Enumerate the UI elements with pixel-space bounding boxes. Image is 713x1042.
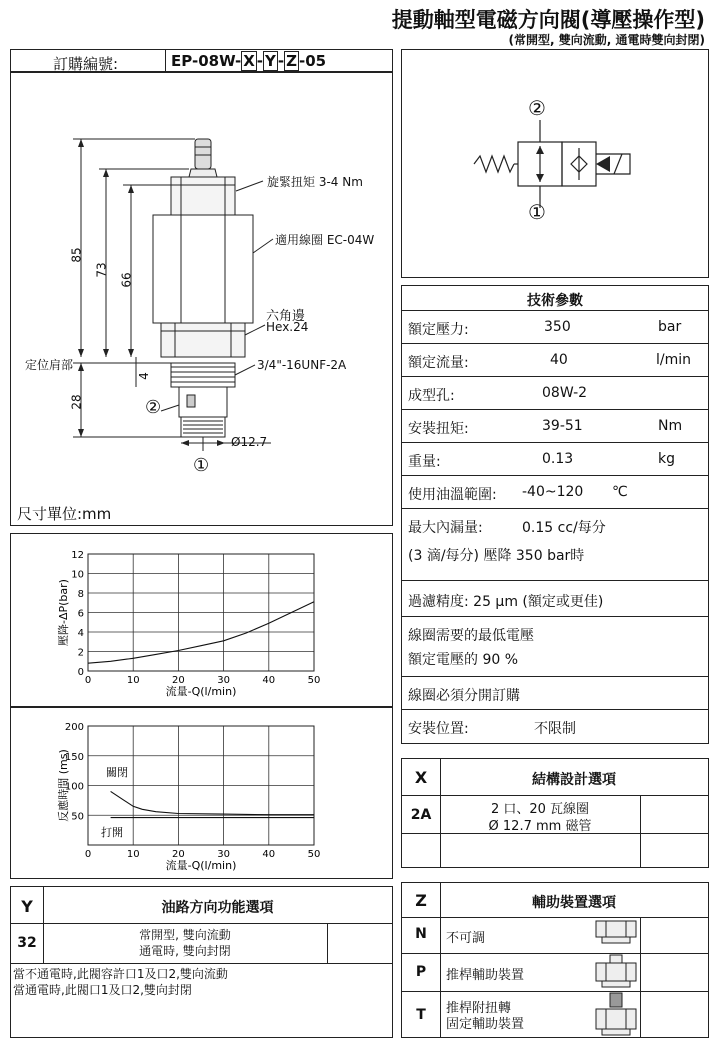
option-z-desc-t1: 推桿附扭轉 bbox=[446, 1001, 512, 1016]
spec-row: 額定壓力: 350 bar bbox=[402, 310, 708, 343]
locating-shoulder-note: 定位肩部 bbox=[25, 358, 74, 372]
pressure-drop-chart bbox=[11, 534, 392, 706]
hydraulic-symbol bbox=[402, 50, 708, 277]
x-tick-label: 40 bbox=[262, 849, 276, 860]
coil-note: 適用線圈 EC-04W bbox=[275, 233, 375, 247]
x-tick-label: 50 bbox=[307, 675, 321, 686]
spec-voltage: 線圈需要的最低電壓 額定電壓的 90 % bbox=[402, 616, 708, 676]
spec-row: 重量: 0.13 kg bbox=[402, 442, 708, 475]
unit-note: 尺寸單位:mm bbox=[17, 505, 112, 523]
x-tick-label: 20 bbox=[172, 675, 185, 686]
dim-85: 85 bbox=[69, 247, 84, 263]
option-x-line2: Ø 12.7 mm 磁管 bbox=[488, 819, 592, 834]
option-x-key: X bbox=[414, 768, 428, 787]
spec-filter: 過濾精度: 25 µm (額定或更佳) bbox=[402, 580, 708, 616]
option-x-table bbox=[401, 758, 709, 868]
hex-label: 六角邊 bbox=[266, 309, 306, 324]
option-z-code-n: N bbox=[415, 926, 427, 942]
option-y-code: 32 bbox=[17, 935, 37, 951]
y-tick-label: 200 bbox=[64, 722, 84, 733]
dim-4: 4 bbox=[136, 372, 151, 380]
spec-coil-order: 線圈必須分開訂購 bbox=[402, 676, 708, 709]
order-code-x: X bbox=[243, 52, 255, 70]
y-tick-label: 12 bbox=[71, 550, 84, 561]
option-y-desc1: 常開型, 雙向流動 bbox=[139, 928, 231, 942]
order-code-z: Z bbox=[286, 52, 297, 70]
pressure-drop-chart-panel bbox=[10, 533, 393, 707]
page-title: 提動軸型電磁方向閥(導壓操作型) bbox=[391, 8, 705, 32]
dimension-drawing-panel bbox=[10, 72, 393, 526]
option-z-table bbox=[401, 882, 709, 1038]
x-tick-label: 0 bbox=[84, 675, 92, 686]
x-axis-label: 流量-Q(l/min) bbox=[165, 859, 237, 872]
x-tick-label: 30 bbox=[217, 675, 230, 686]
y-tick-label: 50 bbox=[71, 811, 84, 823]
option-y-desc2: 通電時, 雙向封閉 bbox=[139, 944, 231, 958]
hex-value: Hex.24 bbox=[266, 320, 309, 334]
option-y-key: Y bbox=[21, 897, 33, 916]
spec-row: 額定流量: 40 l/min bbox=[402, 343, 708, 376]
x-tick-label: 30 bbox=[217, 849, 230, 860]
thread-note: 3/4"-16UNF-2A bbox=[257, 358, 347, 372]
y-tick-label: 10 bbox=[71, 569, 84, 581]
annotation-label: 打開 bbox=[101, 826, 123, 839]
option-x-line1: 2 口、20 瓦線圈 bbox=[490, 802, 590, 817]
order-label: 訂購編號: bbox=[53, 55, 119, 73]
x-tick-label: 10 bbox=[126, 849, 140, 860]
y-tick-label: 2 bbox=[77, 647, 84, 659]
x-tick-label: 40 bbox=[262, 675, 276, 686]
x-tick-label: 0 bbox=[84, 849, 92, 860]
nut-n-icon bbox=[596, 921, 636, 943]
order-code: EP-08W- X - Y - Z -05 bbox=[171, 52, 327, 70]
dia-note: Ø12.7 bbox=[231, 435, 268, 449]
dim-73: 73 bbox=[94, 262, 109, 278]
option-z-icons bbox=[588, 883, 648, 1037]
option-z-key: Z bbox=[415, 891, 427, 910]
annotation-label: 關閉 bbox=[106, 766, 128, 779]
option-y-title: 油路方向功能選項 bbox=[161, 900, 274, 916]
symbol-port-1: ① bbox=[528, 200, 546, 224]
torque-note: 旋緊扭矩 3-4 Nm bbox=[267, 175, 363, 189]
option-x-title: 結構設計選項 bbox=[532, 772, 616, 788]
y-axis-label: 反應時間 (ms) bbox=[57, 749, 70, 822]
port-1-label: ① bbox=[193, 455, 210, 476]
order-code-y: Y bbox=[265, 52, 276, 70]
y-tick-label: 100 bbox=[64, 781, 84, 793]
response-time-chart-panel bbox=[10, 707, 393, 879]
option-y-table bbox=[10, 886, 393, 1038]
nut-p-icon bbox=[596, 955, 636, 987]
series-line bbox=[111, 791, 314, 814]
symbol-port-2: ② bbox=[528, 96, 546, 120]
option-y-note2: 當通電時,此閥口1及口2,雙向封閉 bbox=[13, 983, 192, 997]
spec-row: 安裝扭矩: 39-51 Nm bbox=[402, 409, 708, 442]
spec-row: 使用油溫範圍: -40~120 ℃ bbox=[402, 475, 708, 508]
y-axis-label: 壓降-ΔP(bar) bbox=[57, 579, 70, 646]
option-z-desc-n: 不可調 bbox=[446, 931, 486, 946]
spec-leak: 最大內漏量: 0.15 cc/每分 (3 滴/每分) 壓降 350 bar時 bbox=[402, 508, 708, 580]
option-x-code: 2A bbox=[410, 807, 432, 823]
port-2-label: ② bbox=[145, 397, 162, 418]
option-z-code-t: T bbox=[416, 1007, 426, 1023]
y-tick-label: 6 bbox=[77, 608, 84, 620]
option-z-title: 輔助裝置選項 bbox=[532, 895, 616, 911]
y-tick-label: 8 bbox=[77, 589, 84, 600]
x-tick-label: 10 bbox=[126, 675, 140, 686]
y-tick-label: 4 bbox=[77, 628, 84, 639]
hydraulic-symbol-panel bbox=[401, 49, 709, 278]
specs-title: 技術參數 bbox=[527, 293, 583, 309]
y-tick-label: 150 bbox=[64, 751, 84, 763]
order-code-bar bbox=[10, 49, 393, 72]
response-time-chart bbox=[11, 708, 392, 878]
page-subtitle: (常開型, 雙向流動, 通電時雙向封閉) bbox=[508, 33, 705, 47]
y-tick-label: 0 bbox=[77, 667, 84, 678]
x-tick-label: 20 bbox=[172, 849, 185, 860]
specs-panel bbox=[401, 285, 709, 744]
dim-66: 66 bbox=[119, 272, 134, 288]
dim-28: 28 bbox=[69, 394, 84, 410]
spec-row: 成型孔: 08W-2 bbox=[402, 376, 708, 409]
option-z-desc-t2: 固定輔助裝置 bbox=[446, 1017, 525, 1032]
series-line bbox=[88, 602, 314, 663]
x-tick-label: 50 bbox=[307, 849, 321, 860]
option-z-code-p: P bbox=[415, 964, 427, 980]
option-y-note1: 當不通電時,此閥容許口1及口2,雙向流動 bbox=[13, 967, 228, 981]
option-z-desc-p: 推桿輔助裝置 bbox=[446, 968, 525, 983]
nut-t-icon bbox=[596, 993, 636, 1035]
x-axis-label: 流量-Q(l/min) bbox=[165, 685, 237, 698]
spec-mount: 安裝位置: 不限制 bbox=[402, 709, 708, 743]
